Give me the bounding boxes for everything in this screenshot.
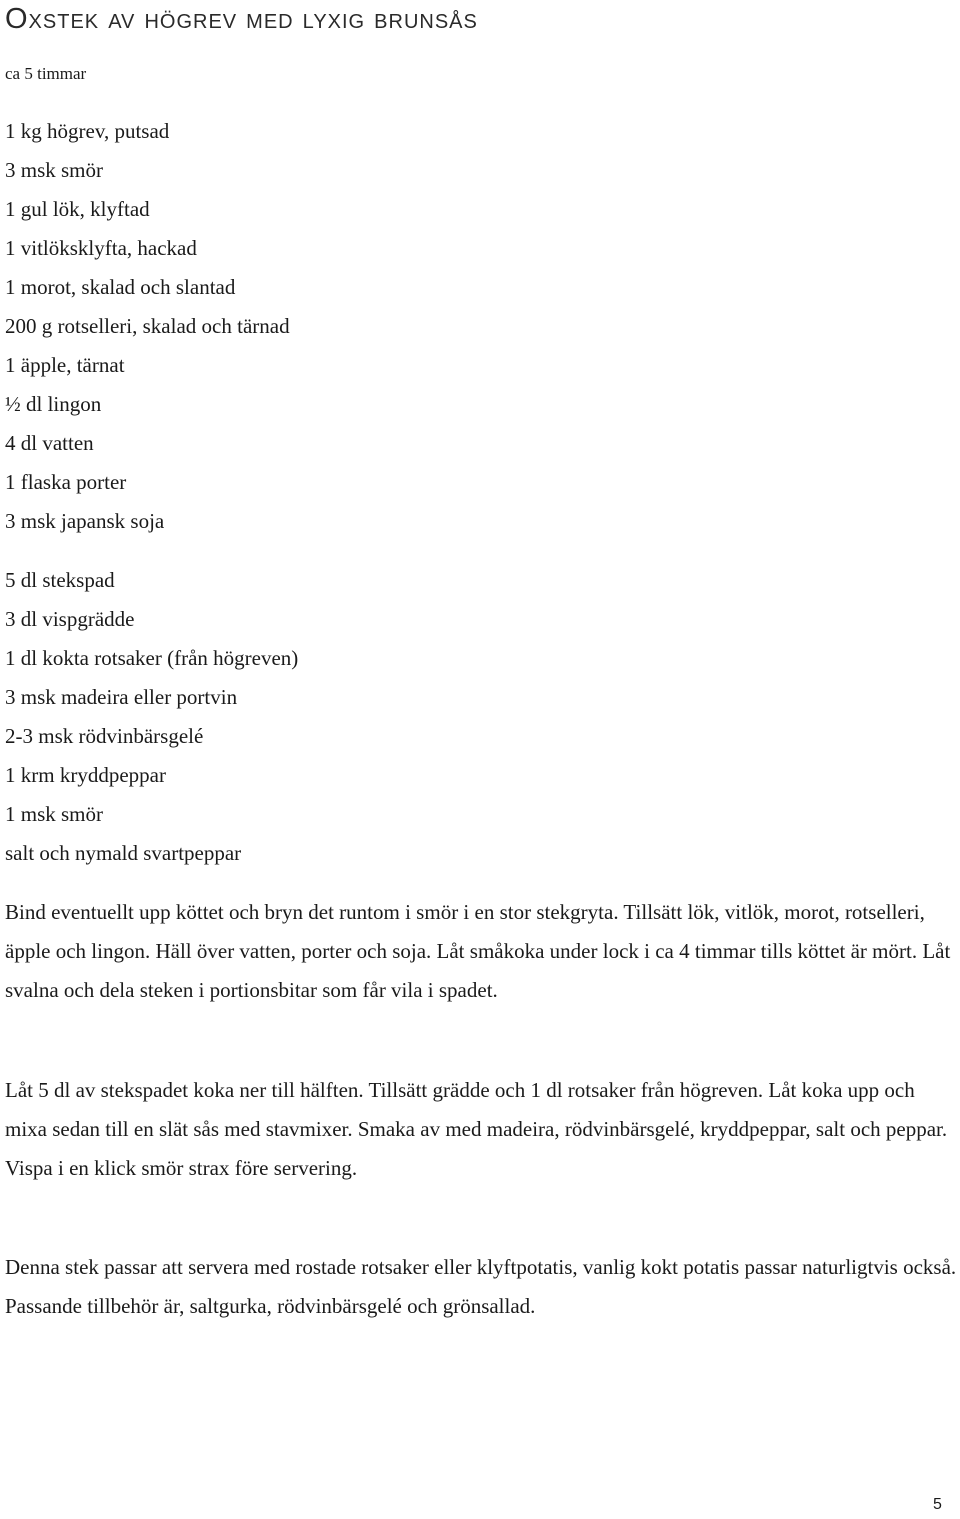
recipe-title: Oxstek av högrev med lyxig brunsås xyxy=(5,3,478,35)
ingredient-item: 3 msk madeira eller portvin xyxy=(5,685,238,709)
serving-suggestion-paragraph: Denna stek passar att servera med rostade rotsaker eller klyftpotatis, vanlig kokt potatis passar naturligtvis också. Passande tillbehör är, saltgurka, rödvinbärsgelé och grönsallad. xyxy=(5,1255,957,1318)
ingredient-item: 1 äpple, tärnat xyxy=(5,353,125,377)
ingredient-item: ½ dl lingon xyxy=(5,392,102,416)
ingredient-item: 1 krm kryddpeppar xyxy=(5,763,166,787)
ingredient-item: salt och nymald svartpeppar xyxy=(5,841,242,865)
ingredient-list-stew xyxy=(5,112,290,541)
ingredient-item: 3 msk smör xyxy=(5,158,104,182)
ingredient-item: 1 morot, skalad och slantad xyxy=(5,275,236,299)
ingredient-item: 2-3 msk rödvinbärsgelé xyxy=(5,724,204,748)
ingredient-list-sauce xyxy=(5,561,298,873)
ingredient-item: 1 gul lök, klyftad xyxy=(5,197,150,221)
ingredient-item: 3 msk japansk soja xyxy=(5,509,165,533)
ingredient-item: 200 g rotselleri, skalad och tärnad xyxy=(5,314,290,338)
instruction-paragraph: Låt 5 dl av stekspadet koka ner till hälften. Tillsätt grädde och 1 dl rotsaker från högreven. Låt koka upp och mixa sedan till en slät sås med stavmixer. Smaka av med madeira, rödvinbärsgelé, kryddpeppar, salt och peppar. Vispa i en klick smör strax före servering. xyxy=(5,1078,948,1180)
ingredient-item: 1 vitlöksklyfta, hackad xyxy=(5,236,197,260)
ingredient-item: 3 dl vispgrädde xyxy=(5,607,135,631)
ingredient-item: 1 dl kokta rotsaker (från högreven) xyxy=(5,646,299,670)
ingredient-item: 5 dl stekspad xyxy=(5,568,115,592)
page-number: 5 xyxy=(933,1496,942,1513)
ingredient-item: 1 flaska porter xyxy=(5,470,127,494)
ingredient-item: 1 msk smör xyxy=(5,802,104,826)
cooking-time: ca 5 timmar xyxy=(5,64,87,83)
ingredient-item: 1 kg högrev, putsad xyxy=(5,119,170,143)
ingredient-item: 4 dl vatten xyxy=(5,431,94,455)
instruction-paragraph: Bind eventuellt upp köttet och bryn det runtom i smör i en stor stekgryta. Tillsätt lök, vitlök, morot, rotselleri, äpple och lingon. Häll över vatten, porter och soja. Låt småkoka under lock i ca 4 timmar tills köttet är mört. Låt svalna och dela steken i portionsbitar som får vila i spadet. xyxy=(5,900,951,1002)
